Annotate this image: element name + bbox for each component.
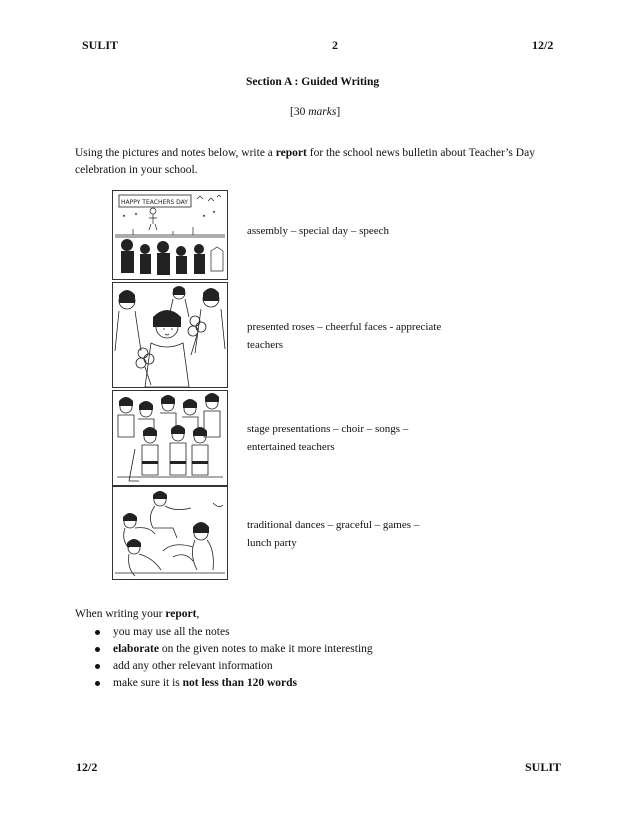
bullet-icon bbox=[95, 681, 100, 686]
choir-illustration bbox=[113, 391, 227, 485]
list-item: make sure it is not less than 120 words bbox=[95, 675, 373, 692]
header-left: SULIT bbox=[82, 38, 119, 52]
list-item: you may use all the notes bbox=[95, 624, 373, 641]
picture-dances bbox=[112, 486, 228, 580]
note-3: stage presentations – choir – songs – entertained teachers bbox=[247, 423, 409, 453]
list-item: add any other relevant information bbox=[95, 658, 373, 675]
list-item: elaborate on the given notes to make it more interesting bbox=[95, 641, 373, 658]
footer-left: 12/2 bbox=[76, 760, 98, 774]
when-writing-intro: When writing your report, bbox=[75, 608, 200, 620]
marks-label: [30 marks] bbox=[290, 106, 341, 118]
note-4: traditional dances – graceful – games – lunch party bbox=[247, 519, 420, 549]
picture-choir bbox=[112, 390, 228, 486]
bullet-icon bbox=[95, 664, 100, 669]
bullet-icon bbox=[95, 630, 100, 635]
dances-illustration bbox=[113, 487, 227, 579]
picture-roses bbox=[112, 282, 228, 388]
page-number: 2 bbox=[332, 38, 338, 52]
assembly-illustration bbox=[113, 191, 227, 279]
requirements-list bbox=[95, 624, 373, 692]
roses-illustration bbox=[113, 283, 227, 387]
header-right: 12/2 bbox=[532, 38, 554, 52]
bullet-icon bbox=[95, 647, 100, 652]
section-title: Section A : Guided Writing bbox=[246, 76, 380, 88]
note-2: presented roses – cheerful faces - appreciate teachers bbox=[247, 321, 442, 351]
instruction-text: Using the pictures and notes below, write a report for the school news bulletin about Teacher’s Day celebration in your school. bbox=[75, 147, 535, 176]
picture-assembly bbox=[112, 190, 228, 280]
banner-text: HAPPY TEACHERS DAY bbox=[121, 199, 188, 206]
footer-right: SULIT bbox=[525, 760, 562, 774]
note-1: assembly – special day – speech bbox=[247, 225, 390, 237]
